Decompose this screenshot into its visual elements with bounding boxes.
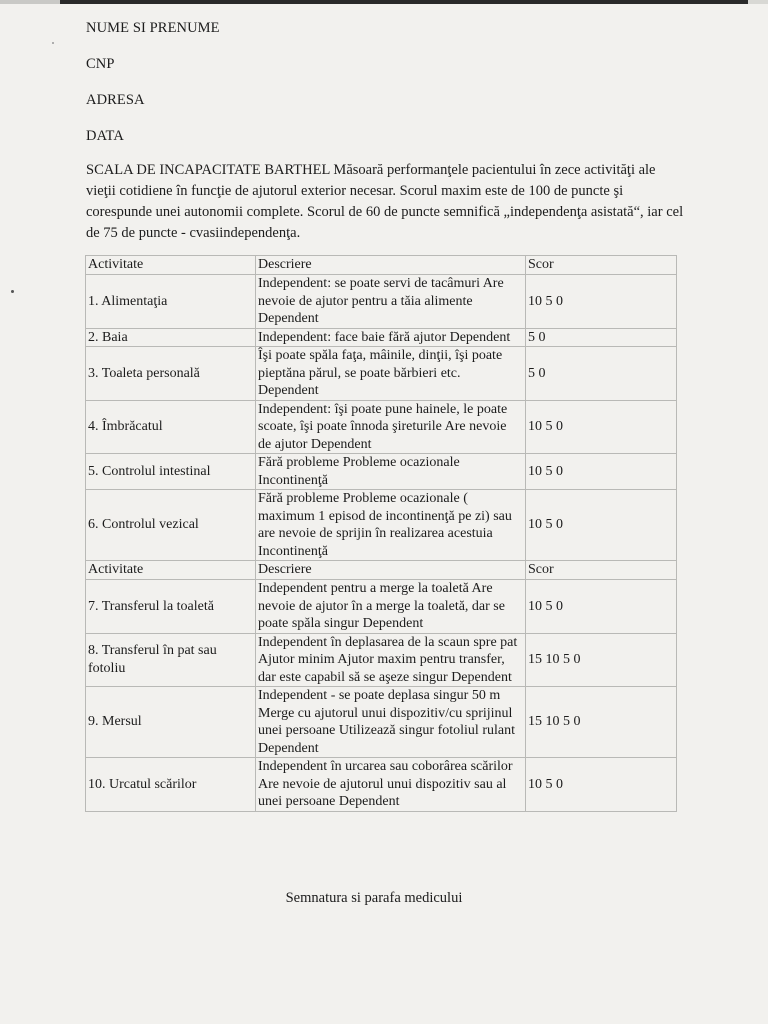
column-header-description: Descriere — [256, 561, 526, 580]
activity-cell: 1. Alimentaţia — [86, 275, 256, 329]
score-cell: 10 5 0 — [526, 490, 677, 561]
table-row — [86, 580, 677, 634]
table-row — [86, 687, 677, 758]
column-header-activity: Activitate — [86, 561, 256, 580]
score-cell: 10 5 0 — [526, 275, 677, 329]
description-cell: Independent - se poate deplasa singur 50 m Merge cu ajutorul unui dispozitiv/cu sprijinul unei persoane Utilizează singur fotoliul rulant Dependent — [256, 687, 526, 758]
column-header-description: Descriere — [256, 256, 526, 275]
field-date-label: DATA — [86, 128, 124, 144]
column-header-score: Scor — [526, 561, 677, 580]
score-cell: 10 5 0 — [526, 580, 677, 634]
score-cell: 15 10 5 0 — [526, 633, 677, 687]
score-cell: 10 5 0 — [526, 454, 677, 490]
doctor-signature-label: Semnatura si parafa medicului — [285, 890, 463, 906]
table-header-row — [86, 561, 677, 580]
scan-speck — [52, 42, 54, 44]
table-row — [86, 275, 677, 329]
barthel-intro-paragraph: SCALA DE INCAPACITATE BARTHEL Măsoară performanţele pacientului în zece activităţi ale vieţii cotidiene în funcţie de ajutorul exterior necesar. Scorul maxim este de 100 de puncte şi corespunde unei autonomii complete. Scorul de 60 de puncte semnifică „independenţa asistată“, iar cel de 75 de puncte - cvasiindependenţa. — [86, 162, 684, 241]
description-cell: Fără probleme Probleme ocazionale Incontinenţă — [256, 454, 526, 490]
table-row — [86, 633, 677, 687]
column-header-activity: Activitate — [86, 256, 256, 275]
field-name-label: NUME SI PRENUME — [86, 20, 220, 36]
activity-cell: 2. Baia — [86, 328, 256, 347]
activity-cell: 7. Transferul la toaletă — [86, 580, 256, 634]
table-row — [86, 400, 677, 454]
description-cell: Îşi poate spăla faţa, mâinile, dinţii, îşi poate pieptăna părul, se poate bărbieri etc. Dependent — [256, 347, 526, 401]
activity-cell: 4. Îmbrăcatul — [86, 400, 256, 454]
activity-cell: 9. Mersul — [86, 687, 256, 758]
description-cell: Independent în urcarea sau coborârea scărilor Are nevoie de ajutorul unui dispozitiv sau al unei persoane Dependent — [256, 758, 526, 812]
score-cell: 5 0 — [526, 328, 677, 347]
description-cell: Independent pentru a merge la toaletă Are nevoie de ajutor în a merge la toaletă, dar se poate spăla singur Dependent — [256, 580, 526, 634]
activity-cell: 8. Transferul în pat sau fotoliu — [86, 633, 256, 687]
table-row — [86, 347, 677, 401]
description-cell: Independent: face baie fără ajutor Dependent — [256, 328, 526, 347]
activity-cell: 10. Urcatul scărilor — [86, 758, 256, 812]
description-cell: Fără probleme Probleme ocazionale ( maximum 1 episod de incontinenţă pe zi) sau are nevoie de sprijin în realizarea acestuia Incontinenţă — [256, 490, 526, 561]
table-row — [86, 454, 677, 490]
description-cell: Independent: se poate servi de tacâmuri Are nevoie de ajutor pentru a tăia alimente Dependent — [256, 275, 526, 329]
score-cell: 5 0 — [526, 347, 677, 401]
field-address-label: ADRESA — [86, 92, 145, 108]
score-cell: 10 5 0 — [526, 758, 677, 812]
table-row — [86, 490, 677, 561]
barthel-scale-table — [85, 255, 677, 812]
scan-top-edge — [0, 0, 768, 4]
table-header-row — [86, 256, 677, 275]
activity-cell: 6. Controlul vezical — [86, 490, 256, 561]
score-cell: 10 5 0 — [526, 400, 677, 454]
activity-cell: 3. Toaleta personală — [86, 347, 256, 401]
table-row — [86, 758, 677, 812]
description-cell: Independent: îşi poate pune hainele, le poate scoate, îşi poate înnoda şireturile Are nevoie de ajutor Dependent — [256, 400, 526, 454]
field-cnp-label: CNP — [86, 56, 115, 72]
description-cell: Independent în deplasarea de la scaun spre pat Ajutor minim Ajutor maxim pentru transfer, dar este capabil să se aşeze singur Dependent — [256, 633, 526, 687]
score-cell: 15 10 5 0 — [526, 687, 677, 758]
table-row — [86, 328, 677, 347]
activity-cell: 5. Controlul intestinal — [86, 454, 256, 490]
column-header-score: Scor — [526, 256, 677, 275]
scan-speck — [11, 290, 14, 293]
